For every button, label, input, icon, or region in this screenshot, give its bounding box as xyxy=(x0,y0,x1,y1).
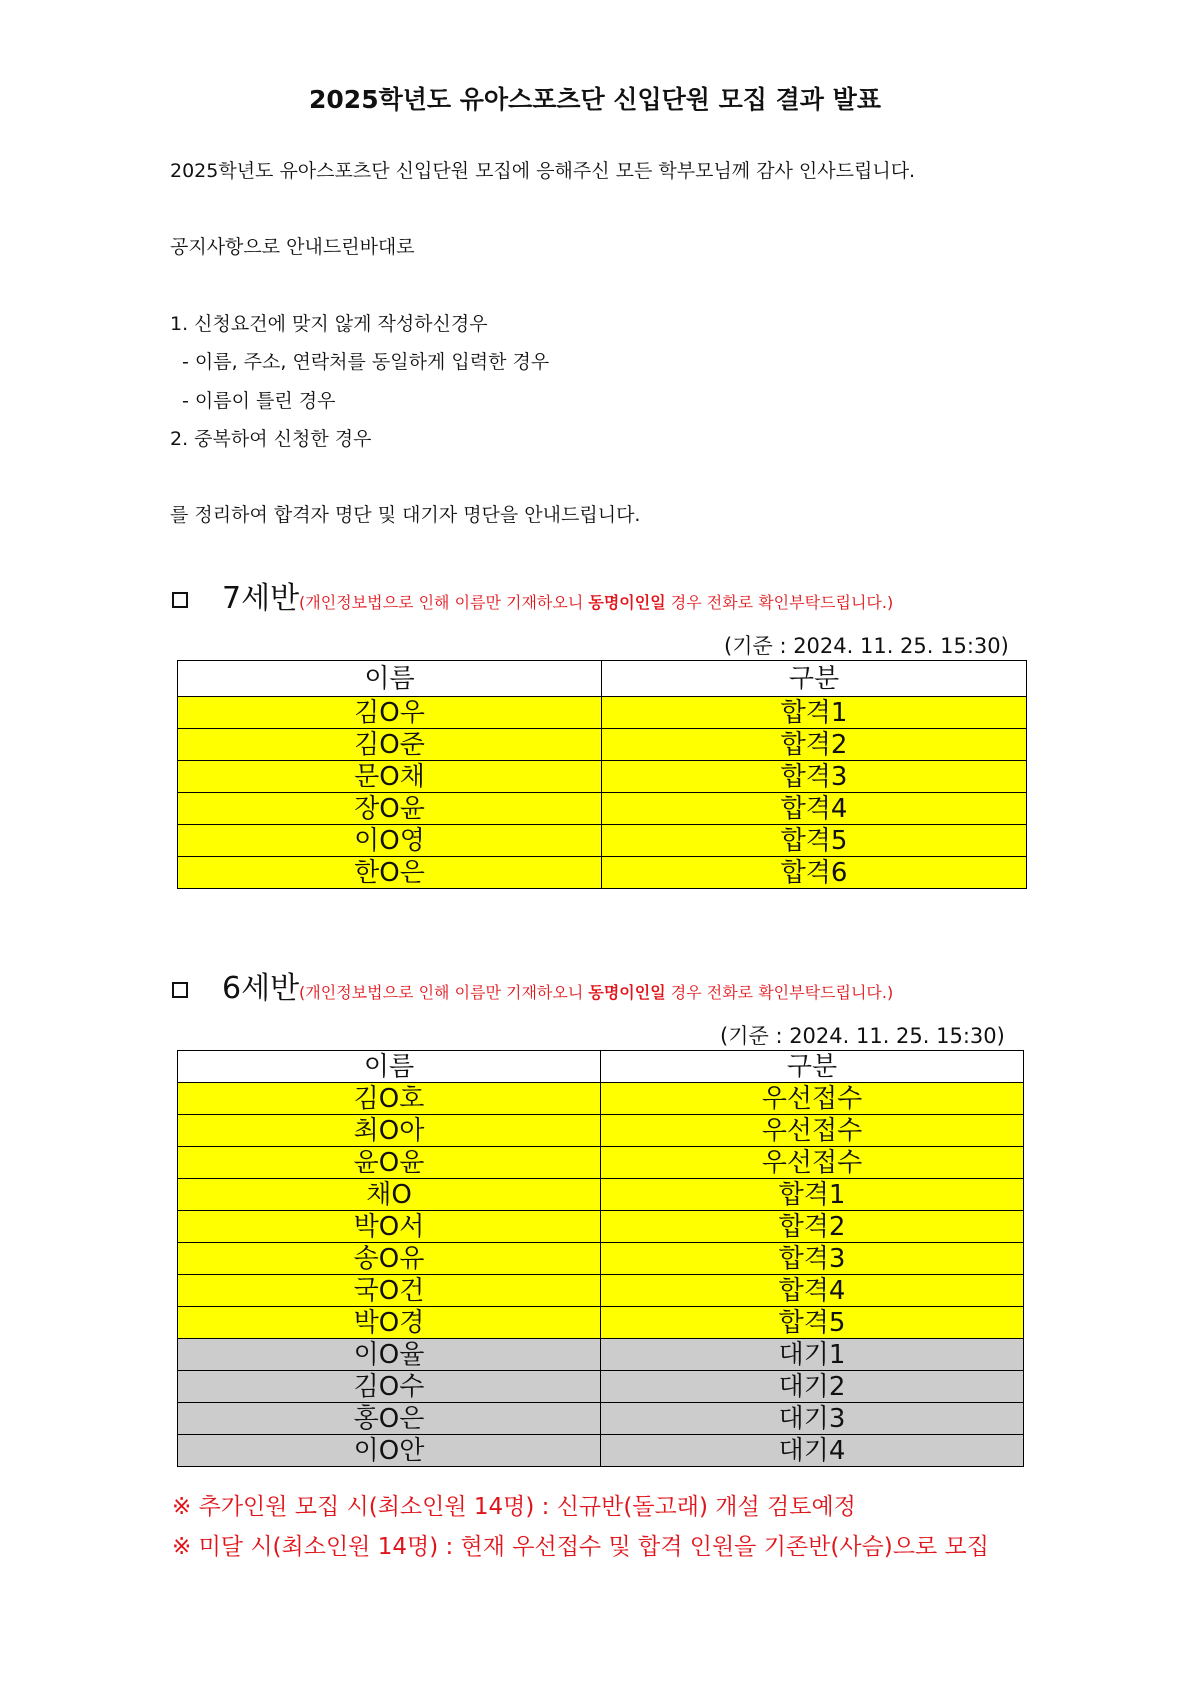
header-name: 이름 xyxy=(178,1051,601,1083)
cell-name: 최O아 xyxy=(178,1115,601,1147)
cell-name: 국O건 xyxy=(178,1275,601,1307)
cell-status: 우선접수 xyxy=(601,1083,1024,1115)
cell-status: 합격6 xyxy=(602,857,1027,889)
intro-item-2: 2. 중복하여 신청한 경우 xyxy=(170,428,372,450)
section-7-note: (개인정보법으로 인해 이름만 기재하오니 동명이인일 경우 전화로 확인부탁드립니다.) xyxy=(299,593,894,612)
table-row xyxy=(178,1083,1024,1115)
cell-status: 합격1 xyxy=(601,1179,1024,1211)
cell-status: 대기4 xyxy=(601,1435,1024,1467)
table-row xyxy=(178,825,1027,857)
cell-name: 이O안 xyxy=(178,1435,601,1467)
cell-status: 우선접수 xyxy=(601,1147,1024,1179)
table-row xyxy=(178,761,1027,793)
intro-item-1b: - 이름이 틀린 경우 xyxy=(182,390,336,412)
cell-status: 대기1 xyxy=(601,1339,1024,1371)
table-row xyxy=(178,1371,1024,1403)
cell-status: 합격4 xyxy=(601,1275,1024,1307)
page-title: 2025학년도 유아스포츠단 신입단원 모집 결과 발표 xyxy=(309,85,881,114)
table-row xyxy=(178,1179,1024,1211)
cell-name: 김O준 xyxy=(178,729,602,761)
table-row xyxy=(178,1147,1024,1179)
cell-name: 이O율 xyxy=(178,1339,601,1371)
cell-name: 이O영 xyxy=(178,825,602,857)
section-7-basis: (기준 : 2024. 11. 25. 15:30) xyxy=(724,634,1009,658)
table-row xyxy=(178,729,1027,761)
section-6-heading xyxy=(172,963,893,1007)
table-row xyxy=(178,1403,1024,1435)
table-row xyxy=(178,857,1027,889)
intro-notice: 공지사항으로 안내드린바대로 xyxy=(170,236,415,258)
cell-status: 합격1 xyxy=(602,697,1027,729)
table-row xyxy=(178,1211,1024,1243)
cell-name: 박O경 xyxy=(178,1307,601,1339)
cell-name: 윤O윤 xyxy=(178,1147,601,1179)
cell-name: 채O xyxy=(178,1179,601,1211)
table-header-row xyxy=(178,661,1027,697)
cell-name: 김O우 xyxy=(178,697,602,729)
cell-name: 김O호 xyxy=(178,1083,601,1115)
table-row xyxy=(178,697,1027,729)
cell-status: 합격4 xyxy=(602,793,1027,825)
table-row xyxy=(178,1243,1024,1275)
cell-name: 한O은 xyxy=(178,857,602,889)
section-6-table xyxy=(177,1050,1024,1467)
intro-item-1a: - 이름, 주소, 연락처를 동일하게 입력한 경우 xyxy=(182,351,550,373)
section-7-table xyxy=(177,660,1027,889)
section-7-heading xyxy=(172,573,893,617)
table-row xyxy=(178,1339,1024,1371)
footnote-1: ※ 추가인원 모집 시(최소인원 14명) : 신규반(돌고래) 개설 검토예정 xyxy=(172,1494,856,1520)
cell-status: 합격3 xyxy=(601,1243,1024,1275)
square-bullet-icon xyxy=(172,982,188,998)
intro-closing: 를 정리하여 합격자 명단 및 대기자 명단을 안내드립니다. xyxy=(170,504,641,526)
footnote-2: ※ 미달 시(최소인원 14명) : 현재 우선접수 및 합격 인원을 기존반(사슴)으로 모집 xyxy=(172,1534,989,1560)
cell-name: 박O서 xyxy=(178,1211,601,1243)
cell-status: 대기2 xyxy=(601,1371,1024,1403)
intro-item-1: 1. 신청요건에 맞지 않게 작성하신경우 xyxy=(170,313,488,335)
cell-name: 문O채 xyxy=(178,761,602,793)
cell-name: 송O유 xyxy=(178,1243,601,1275)
table-header-row xyxy=(178,1051,1024,1083)
cell-status: 대기3 xyxy=(601,1403,1024,1435)
table-row xyxy=(178,1307,1024,1339)
table-row xyxy=(178,1115,1024,1147)
cell-status: 합격2 xyxy=(602,729,1027,761)
table-row xyxy=(178,1435,1024,1467)
cell-status: 합격3 xyxy=(602,761,1027,793)
cell-status: 합격5 xyxy=(602,825,1027,857)
header-status: 구분 xyxy=(601,1051,1024,1083)
section-6-basis: (기준 : 2024. 11. 25. 15:30) xyxy=(720,1024,1005,1048)
table-row xyxy=(178,1275,1024,1307)
cell-name: 김O수 xyxy=(178,1371,601,1403)
table-row xyxy=(178,793,1027,825)
intro-greeting: 2025학년도 유아스포츠단 신입단원 모집에 응해주신 모든 학부모님께 감사 인사드립니다. xyxy=(170,160,916,182)
header-status: 구분 xyxy=(602,661,1027,697)
header-name: 이름 xyxy=(178,661,602,697)
section-7-title: 7세반 xyxy=(222,581,300,616)
square-bullet-icon xyxy=(172,592,188,608)
cell-status: 우선접수 xyxy=(601,1115,1024,1147)
cell-name: 장O윤 xyxy=(178,793,602,825)
section-6-title: 6세반 xyxy=(222,971,300,1006)
section-6-note: (개인정보법으로 인해 이름만 기재하오니 동명이인일 경우 전화로 확인부탁드립니다.) xyxy=(299,983,894,1002)
cell-name: 홍O은 xyxy=(178,1403,601,1435)
cell-status: 합격2 xyxy=(601,1211,1024,1243)
cell-status: 합격5 xyxy=(601,1307,1024,1339)
